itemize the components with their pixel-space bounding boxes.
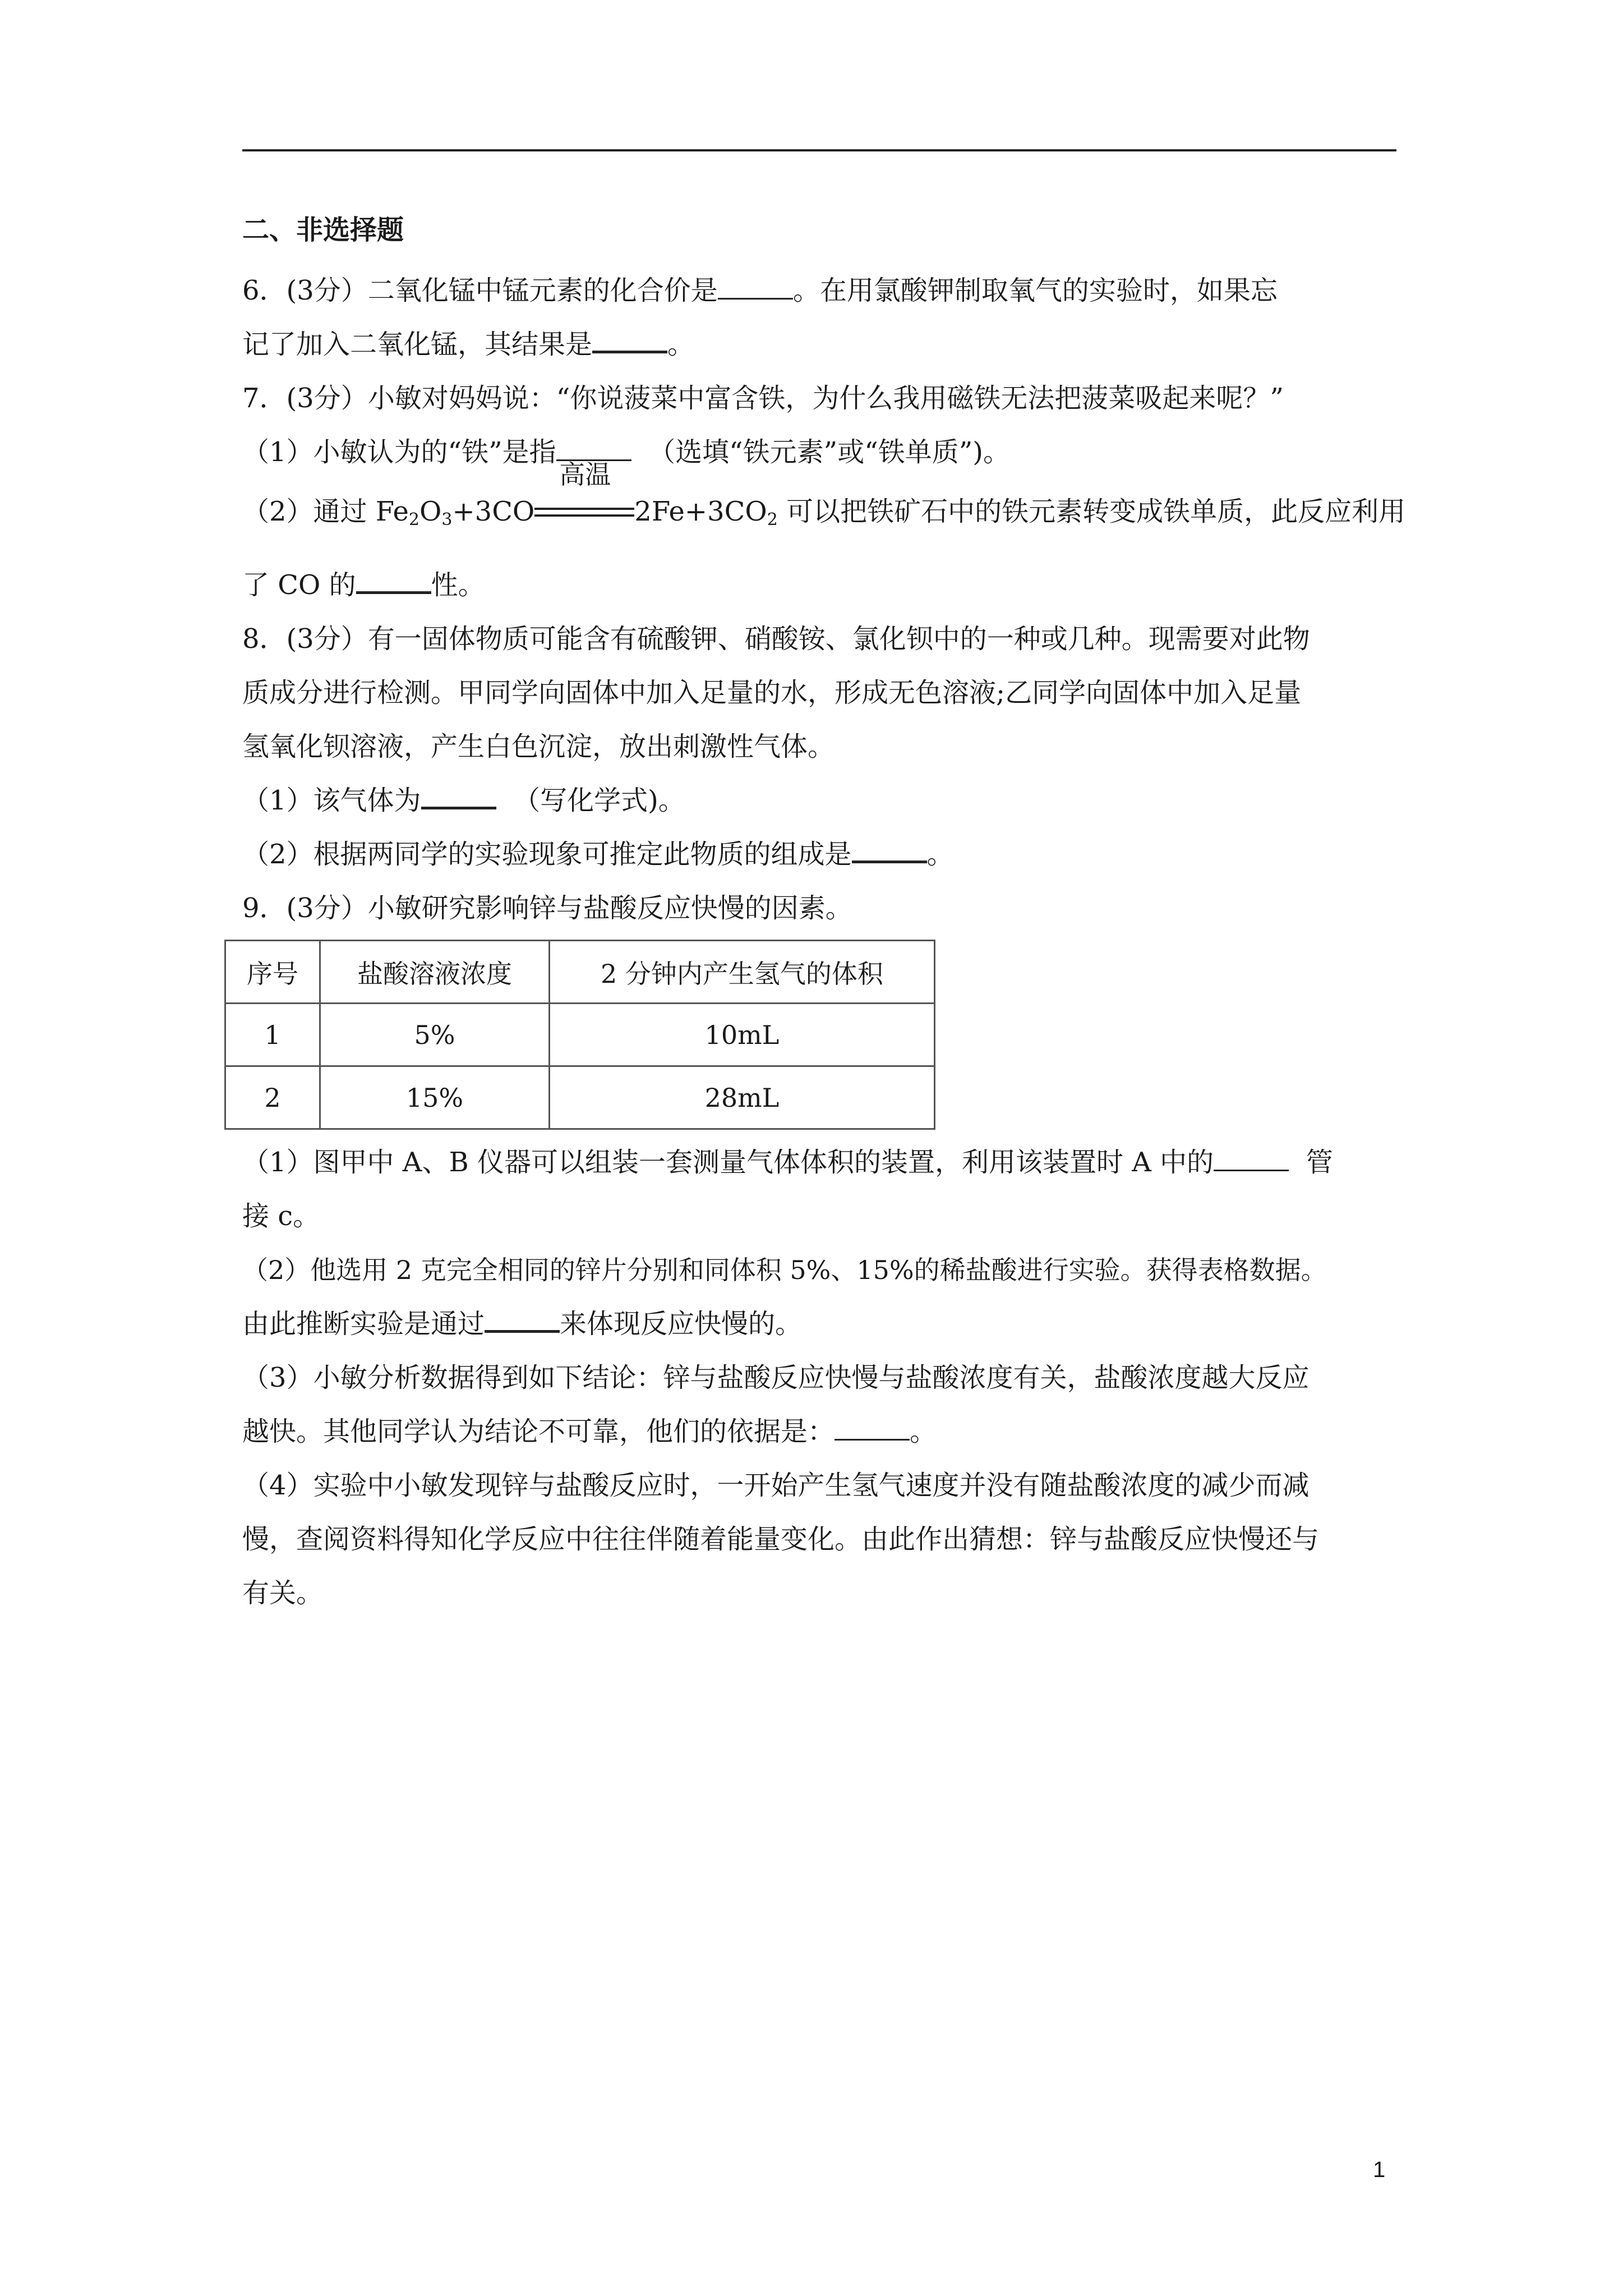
answer-blank[interactable] [834,1412,910,1441]
table-row [225,1066,935,1129]
q9-part1: （1）图甲中 A、B 仪器可以组装一套测量气体体积的装置，利用该装置时 A 中的 管 [242,1135,1396,1189]
answer-blank[interactable] [421,780,496,809]
q6-line2: 记了加入二氧化锰，其结果是 。 [242,318,1396,371]
answer-blank[interactable] [356,564,431,594]
table-header: 序号 [225,941,320,1004]
reaction-condition [534,459,634,539]
q8-line1: 8．(3分）有一固体物质可能含有硫酸钾、硝酸铵、氯化钡中的一种或几种。现需要对此物 [242,623,1310,655]
answer-blank[interactable] [592,324,667,353]
q9-line1: 9．(3分）小敏研究影响锌与盐酸反应快慢的因素。 [242,892,852,924]
q9-part3-line1: （3）小敏分析数据得到如下结论：锌与盐酸反应快慢与盐酸浓度有关，盐酸浓度越大反应 [242,1362,1310,1393]
table-cell: 10mL [550,1004,935,1066]
q9-part4-line2: 慢，查阅资料得知化学反应中往往伴随着能量变化。由此作出猜想：锌与盐酸反应快慢还与 [242,1524,1320,1555]
page-number: 1 [1373,2157,1386,2182]
table-header: 2 分钟内产生氢气的体积 [550,941,935,1004]
q8-line2: 质成分进行检测。甲同学向固体中加入足量的水，形成无色溶液;乙同学向固体中加入足量 [242,677,1302,708]
q9-part4-line1: （4）实验中小敏发现锌与盐酸反应时，一开始产生氢气速度并没有随盐酸浓度的减少而减 [242,1470,1310,1501]
q9-part1-line2: 接 c。 [242,1200,320,1232]
table-cell: 5% [320,1004,550,1066]
q8-part2: （2）根据两同学的实验现象可推定此物质的组成是 。 [242,827,1396,881]
data-table [224,940,935,1130]
table-cell: 1 [225,1004,320,1066]
q9-part2-line2: 由此推断实验是通过 来体现反应快慢的。 [242,1297,1396,1351]
table-row [225,1004,935,1066]
q9-part3-line2: 越快。其他同学认为结论不可靠，他们的依据是： 。 [242,1405,1396,1458]
equals-sign [534,505,634,522]
table-cell: 28mL [550,1066,935,1129]
high-temperature-label: 高温 [559,459,611,490]
answer-blank[interactable] [485,1303,560,1333]
table-cell: 15% [320,1066,550,1129]
section-title: 二、非选择题 [242,214,404,246]
page-content [242,196,1406,1620]
answer-blank[interactable] [1214,1143,1289,1171]
q8-part1: （1）该气体为 （写化学式)。 [242,774,1396,827]
q6-line1: 6．(3分）二氧化锰中锰元素的化合价是 。在用氯酸钾制取氧气的实验时，如果忘 [242,264,1396,318]
q7-line1: 7．(3分）小敏对妈妈说：“你说菠菜中富含铁，为什么我用磁铁无法把菠菜吸起来呢？” [242,383,1284,414]
q9-part2-line1: （2）他选用 2 克完全相同的锌片分别和同体积 5%、15%的稀盐酸进行实验。获得表格数据。 [242,1255,1327,1285]
q7-part2-line2: 了 CO 的 性。 [242,558,1396,612]
table-header: 盐酸溶液浓度 [320,941,550,1004]
answer-blank[interactable] [718,271,793,300]
q8-line3: 氢氧化钡溶液，产生白色沉淀，放出刺激性气体。 [242,731,835,762]
answer-blank[interactable] [852,834,927,863]
q7-part1: （1）小敏认为的“铁”是指 （选填“铁元素”或“铁单质”)。 [242,425,1396,479]
q7-part2: （2）通过 $Fe_2O_3+3CO$ 高温 $2Fe+3CO_2$ 可以把铁矿石中的铁元素转变成铁单质，此反应利用 [242,485,1396,547]
table-cell: 2 [225,1066,320,1129]
q9-part4-line3: 有关。 [242,1577,324,1609]
table-header-row [225,941,935,1004]
header-rule [242,149,1396,151]
